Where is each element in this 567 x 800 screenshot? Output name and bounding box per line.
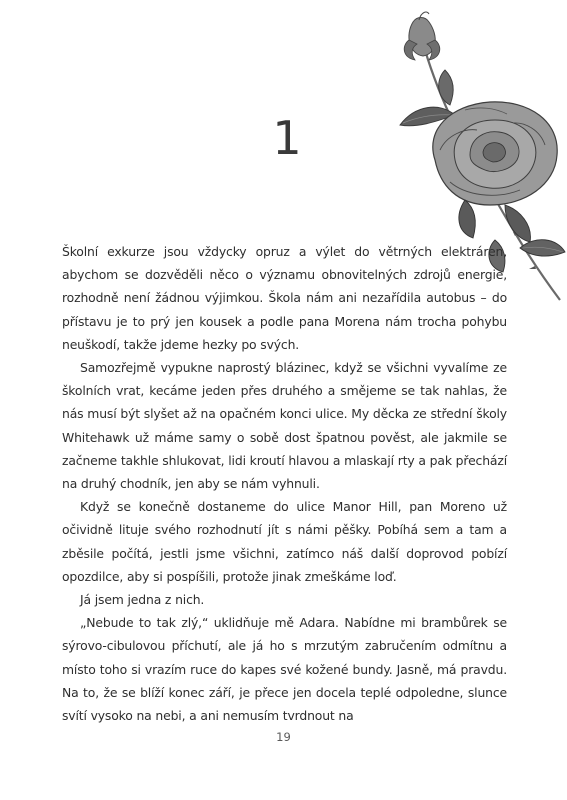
paragraph: „Nebude to tak zlý,“ uklidňuje mě Adara. Nabídne mi brambůrek se sýrovo-cibulovou příchutí, ale já ho s mrzutým zabručením odmítnu a místo toho si vrazím ruce do kapes své kožené bundy. Jasně, má pravdu. Na to, že se blíží konec září, je přece jen docela teplé odpoledne, slunce svítí vysoko na nebi, a ani nemusím tvrdnout na xyxy=(62,615,507,724)
paragraph: Když se konečně dostaneme do ulice Manor Hill, pan Moreno už očividně lituje svého rozhodnutí jít s námi pěšky. Pobíhá sem a tam a zběsile počítá, jestli jsme všichni, zatímco náš další doprovod pobízí opozdilce, aby si pospíšili, protože jinak zmeškáme loď. xyxy=(62,499,507,584)
paragraph: Školní exkurze jsou vždycky opruz a výlet do větrných elektráren, abychom se dozvěděli něco o významu obnovitelných zdrojů energie, rozhodně není žádnou výjimkou. Škola nám ani nezařídila autobus – do přístavu je to prý jen kousek a podle pana Morena nám trocha pohybu neuškodí, takže jdeme hezky po svých. xyxy=(62,244,507,352)
chapter-body xyxy=(62,240,507,727)
paragraph: Samozřejmě vypukne naprostý blázinec, když se všichni vyvalíme ze školních vrat, kecáme jeden přes druhého a smějeme se tak nahlas, že nás musí být slyšet až na opačném konci ulice. My děcka ze střední školy Whitehawk už máme samy o sobě dost špatnou pověst, ale jakmile se začneme takhle shlukovat, lidi kroutí hlavou a mlaskají rty a pak přechází na druhý chodník, jen aby se nám vyhnuli. xyxy=(62,360,507,492)
page-number: 19 xyxy=(276,730,291,744)
paragraph: Já jsem jedna z nich. xyxy=(80,592,205,608)
chapter-number: 1 xyxy=(272,111,302,165)
